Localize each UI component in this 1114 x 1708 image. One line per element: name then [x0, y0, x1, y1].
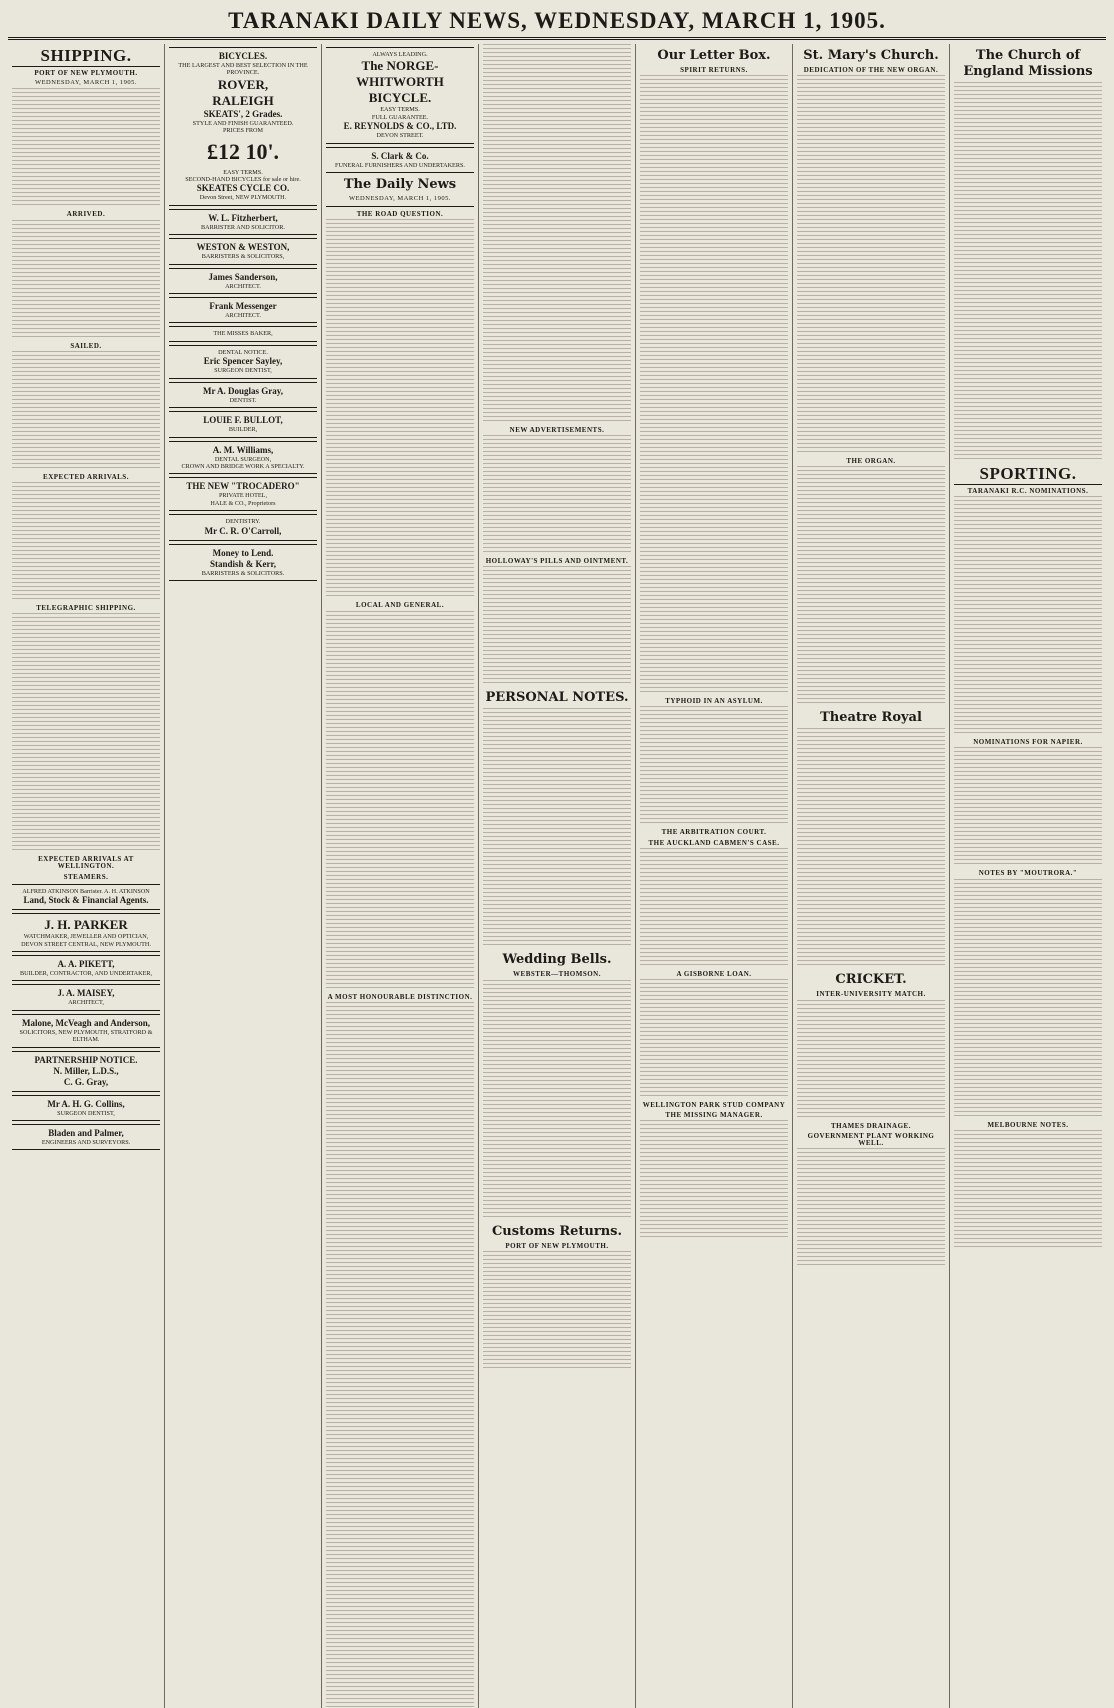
parker-title: J. H. PARKER: [44, 917, 128, 933]
holloway-text: [483, 566, 631, 686]
atkinson-agents: Land, Stock & Financial Agents.: [23, 895, 149, 906]
dental-notice-ad: [169, 345, 317, 379]
price-label: £12 10'.: [206, 138, 280, 164]
customs-heading: Customs Returns.: [491, 1223, 623, 1239]
always-leading: ALWAYS LEADING.: [372, 51, 428, 58]
clark-title: S. Clark & Co.: [371, 150, 429, 161]
largest-label: THE LARGEST AND BEST SELECTION IN THE PROVINCE.: [178, 62, 308, 77]
atkinson-title: ALFRED ATKINSON Barrister. A. H. ATKINSON: [22, 887, 150, 895]
new-advertisements-text: [483, 435, 631, 555]
shipping-date: WEDNESDAY, MARCH 1, 1905.: [34, 79, 138, 87]
norge-ad: [326, 47, 474, 144]
most-honourable-text: [326, 1002, 474, 1708]
pikett-title: A. A. PIKETT,: [57, 959, 115, 970]
atkinson-ad: [12, 884, 160, 910]
daily-news-title: The Daily News: [343, 177, 457, 193]
trocadero-ad: [169, 477, 317, 511]
misses-baker-ad: [169, 326, 317, 341]
new-advertisements-heading: NEW ADVERTISEMENTS.: [509, 426, 605, 434]
clark-ad: [326, 147, 474, 173]
customs-sub: PORT OF NEW PLYMOUTH.: [505, 1241, 609, 1250]
personal-notes-heading: PERSONAL NOTES.: [485, 690, 629, 706]
editorial-rule: [326, 206, 474, 207]
fitzherbert-ad: [169, 209, 317, 235]
parker-address: DEVON STREET CENTRAL, NEW PLYMOUTH.: [21, 940, 151, 948]
weston-sub: BARRISTERS & SOLICITORS,: [201, 253, 285, 261]
bicycles-ad: [169, 47, 317, 206]
column-5: [636, 44, 793, 1708]
dedication-heading: DEDICATION OF THE NEW ORGAN.: [803, 66, 939, 74]
bullot-title: LOUIE F. BULLOT,: [203, 415, 283, 426]
gisborne-text: [640, 979, 788, 1099]
full-guarantee: FULL GUARANTEE.: [371, 113, 429, 121]
clark-sub: FUNERAL FURNISHERS AND UNDERTAKERS.: [335, 161, 465, 169]
malone-sub: SOLICITORS, NEW PLYMOUTH, STRATFORD & ELTHAM.: [19, 1028, 153, 1044]
port-heading: PORT OF NEW PLYMOUTH.: [34, 69, 138, 77]
melbourne-text: [954, 1130, 1102, 1250]
sanderson-ad: [169, 268, 317, 294]
messenger-sub: ARCHITECT.: [225, 312, 261, 320]
column-6: [793, 44, 950, 1708]
road-question-heading: THE ROAD QUESTION.: [356, 210, 444, 219]
column-2: [165, 44, 322, 1708]
cricket-heading: CRICKET.: [835, 972, 907, 988]
church-missions-text: [954, 82, 1102, 462]
editorial-date: WEDNESDAY, MARCH 1, 1905.: [348, 195, 452, 203]
church-missions-heading: The Church of England Missions: [963, 48, 1093, 79]
columns: [8, 44, 1106, 1708]
messenger-ad: [169, 297, 317, 323]
column-3: [322, 44, 479, 1708]
norge-title: The NORGE-WHITWORTH BICYCLE.: [356, 58, 444, 106]
crown-label: CROWN AND BRIDGE WORK A SPECIALTY.: [181, 462, 305, 470]
napier-text: [954, 747, 1102, 867]
raleigh-label: RALEIGH: [212, 92, 274, 108]
melbourne-heading: MELBOURNE NOTES.: [987, 1120, 1069, 1129]
misses-baker-title: THE MISSES BAKER,: [213, 330, 273, 338]
arbitration-heading: THE ARBITRATION COURT.: [661, 828, 767, 837]
collins-ad: [12, 1095, 160, 1121]
customs-table: [483, 1251, 631, 1371]
thames-drainage-heading: THAMES DRAINAGE.: [831, 1121, 911, 1130]
napier-heading: NOMINATIONS FOR NAPIER.: [973, 738, 1083, 747]
shipping-heading: SHIPPING.: [12, 46, 160, 67]
standish-sub: BARRISTERS & SOLICITORS.: [201, 569, 285, 577]
skeats-label: SKEATS', 2 Grades.: [203, 108, 283, 119]
wedding-bells-heading: Wedding Bells.: [502, 952, 612, 968]
holloway-heading: HOLLOWAY'S PILLS AND OINTMENT.: [485, 557, 629, 566]
standish-title: Standish & Kerr,: [210, 558, 276, 569]
parker-sub: WATCHMAKER, JEWELLER AND OPTICIAN,: [23, 933, 149, 941]
letter-box-text: [640, 75, 788, 455]
letter-box-text-2: [640, 455, 788, 695]
missing-manager-text: [640, 1120, 788, 1240]
bladen-title: Bladen and Palmer,: [48, 1128, 124, 1139]
rover-label: ROVER,: [217, 76, 269, 92]
gray-title: C. G. Gray,: [63, 1076, 109, 1087]
dental-notice-title: DENTAL NOTICE.: [218, 348, 268, 356]
ocarroll-title: Mr C. R. O'Carroll,: [204, 525, 282, 536]
masthead: TARANAKI DAILY NEWS, WEDNESDAY, MARCH 1, 1905.: [8, 8, 1106, 40]
expected-wellington-heading: EXPECTED ARRIVALS AT WELLINGTON.: [38, 855, 134, 871]
wedding-sub: WEBSTER—THOMSON.: [513, 970, 601, 979]
intercolonial-heading: INTER-UNIVERSITY MATCH.: [816, 990, 926, 999]
douglas-gray-sub: DENTIST.: [229, 396, 257, 404]
theatre-text: [797, 728, 945, 968]
local-news-text: [483, 44, 631, 424]
sporting-heading: SPORTING.: [954, 464, 1102, 485]
bullot-ad: [169, 411, 317, 437]
typhoid-heading: TYPHOID IN AN ASYLUM.: [665, 697, 763, 706]
theatre-royal-heading: Theatre Royal: [820, 710, 922, 726]
malone-ad: [12, 1014, 160, 1048]
money-title: Money to Lend.: [212, 547, 274, 558]
spencer-sub: SURGEON DENTIST,: [214, 367, 272, 375]
typhoid-text: [640, 706, 788, 826]
sailed-heading: SAILED.: [70, 341, 102, 350]
hale-label: HALE & CO., Proprietors: [210, 499, 276, 507]
st-marys-heading: St. Mary's Church.: [803, 48, 939, 63]
weston-ad: [169, 238, 317, 264]
gisborne-heading: A GISBORNE LOAN.: [676, 969, 752, 978]
road-question-text: [326, 219, 474, 599]
sailed-text: [12, 351, 160, 471]
williams-sub: DENTAL SURGEON,: [214, 455, 272, 463]
skeates-co-label: SKEATES CYCLE CO.: [196, 183, 290, 194]
thames-text: [797, 1148, 945, 1268]
money-ad: [169, 544, 317, 581]
arrived-heading: ARRIVED.: [66, 210, 106, 219]
mouthrob-text: [954, 879, 1102, 1119]
government-pump-heading: GOVERNMENT PLANT WORKING WELL.: [807, 1131, 935, 1148]
local-general-heading: LOCAL AND GENERAL.: [355, 601, 445, 610]
column-1: [8, 44, 165, 1708]
organ-heading: THE ORGAN.: [846, 457, 896, 466]
fitzherbert-title: W. L. Fitzherbert,: [208, 212, 278, 223]
pikett-ad: [12, 955, 160, 981]
wellington-park-heading: WELLINGTON PARK STUD COMPANY: [642, 1101, 786, 1110]
reynolds-title: E. REYNOLDS & CO., LTD.: [343, 121, 457, 132]
expected-text: [12, 482, 160, 602]
partnership-ad: [12, 1051, 160, 1092]
mouthrob-heading: NOTES BY "MOUTRORA.": [978, 869, 1078, 878]
steamers-heading: STEAMERS.: [63, 872, 109, 881]
spencer-title: Eric Spencer Sayley,: [203, 356, 283, 367]
collins-title: Mr A. H. G. Collins,: [47, 1098, 125, 1109]
maisey-sub: ARCHITECT,: [68, 999, 104, 1007]
trocadero-sub: PRIVATE HOTEL,: [218, 492, 267, 500]
maisey-ad: [12, 984, 160, 1010]
sanderson-title: James Sanderson,: [208, 271, 278, 282]
wedding-text: [483, 980, 631, 1220]
messenger-title: Frank Messenger: [209, 301, 277, 312]
dentistry-ad: [169, 514, 317, 540]
maisey-title: J. A. MAISEY,: [57, 988, 115, 999]
local-general-text: [326, 611, 474, 991]
expected-arrivals-heading: EXPECTED ARRIVALS.: [43, 472, 129, 481]
reynolds-address: DEVON STREET.: [376, 132, 424, 140]
telegraphic-heading: TELEGRAPHIC SHIPPING.: [36, 604, 136, 613]
easy-terms: EASY TERMS.: [380, 106, 420, 114]
letter-box-heading: Our Letter Box.: [657, 48, 771, 63]
bladen-ad: [12, 1124, 160, 1150]
williams-ad: [169, 441, 317, 475]
spirit-returns-heading: SPIRIT RETURNS.: [680, 66, 748, 74]
douglas-gray-title: Mr A. Douglas Gray,: [202, 385, 284, 396]
taranaki-rc-heading: TARANAKI R.C. NOMINATIONS.: [967, 487, 1089, 495]
bladen-sub: ENGINEERS AND SURVEYORS.: [41, 1139, 131, 1147]
prices-from-label: PRICES FROM: [222, 127, 264, 135]
missing-manager-heading: THE MISSING MANAGER.: [665, 1111, 763, 1120]
sanderson-sub: ARCHITECT.: [225, 282, 261, 290]
partnership-title: PARTNERSHIP NOTICE.: [34, 1054, 138, 1065]
column-4: [479, 44, 636, 1708]
st-marys-text: [797, 75, 945, 455]
fitzherbert-sub: BARRISTER AND SOLICITOR.: [201, 223, 285, 231]
personal-notes-text: [483, 708, 631, 948]
pikett-sub: BUILDER, CONTRACTOR, AND UNDERTAKER,: [19, 970, 153, 978]
weston-title: WESTON & WESTON,: [196, 242, 290, 253]
column-7: [950, 44, 1106, 1708]
tide-text: [12, 88, 160, 208]
collins-sub: SURGEON DENTIST,: [57, 1109, 115, 1117]
most-honourable-heading: A MOST HONOURABLE DISTINCTION.: [327, 992, 473, 1001]
telegraphic-text: [12, 613, 160, 853]
cabmen-heading: THE AUCKLAND CABMEN'S CASE.: [648, 838, 780, 847]
taranaki-rc-text: [954, 496, 1102, 736]
easy-terms-label: EASY TERMS.: [223, 168, 263, 176]
skeates-address: Devon Street, NEW PLYMOUTH.: [199, 194, 287, 202]
bullot-sub: BUILDER,: [228, 426, 258, 434]
douglas-gray-ad: [169, 382, 317, 408]
bicycles-label: BICYCLES.: [218, 51, 268, 61]
secondhand-label: SECOND-HAND BICYCLES for sale or hire.: [185, 176, 301, 184]
malone-title: Malone, McVeagh and Anderson,: [22, 1017, 150, 1028]
miller-title: N. Miller, L.D.S.,: [53, 1065, 119, 1076]
dentistry-label: DENTISTRY.: [225, 518, 261, 526]
arrived-text: [12, 220, 160, 340]
parker-ad: [12, 913, 160, 952]
cabmen-text: [640, 848, 788, 968]
trocadero-title: THE NEW "TROCADERO": [186, 481, 300, 492]
williams-title: A. M. Williams,: [212, 444, 274, 455]
cricket-text: [797, 1000, 945, 1120]
style-label: STYLE AND FINISH GUARANTEED.: [192, 119, 294, 127]
organ-text: [797, 466, 945, 706]
